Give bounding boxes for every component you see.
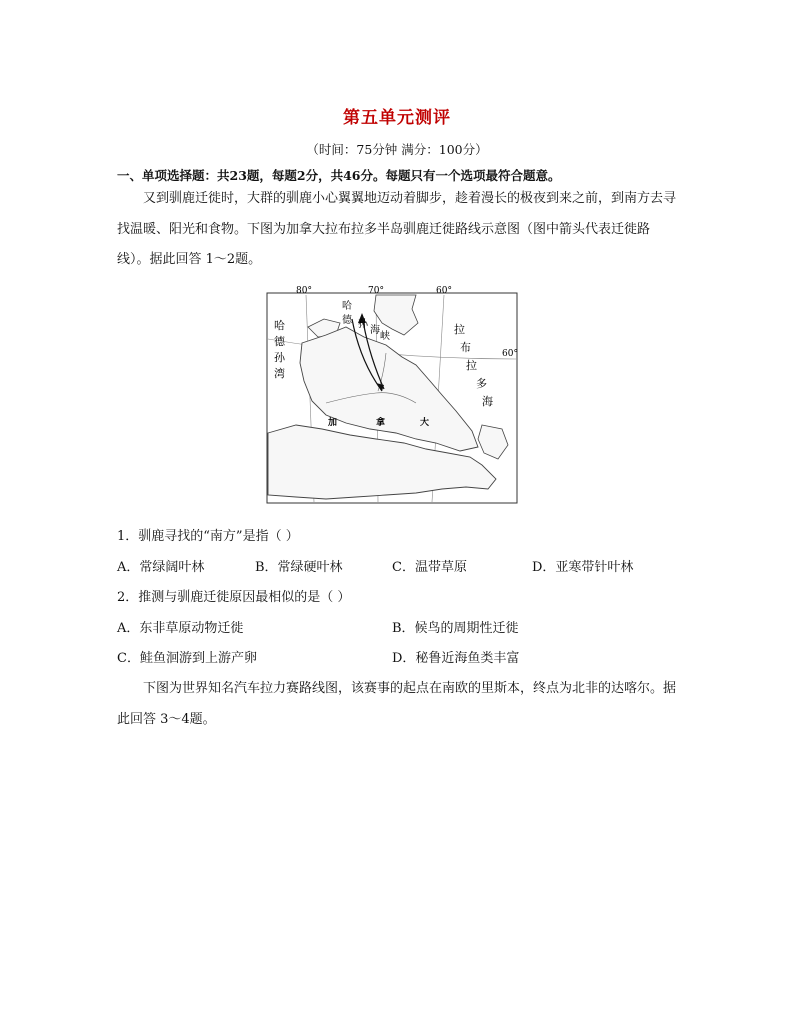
map-label: 哈 [274, 319, 285, 332]
question-2-stem: 2．推测与驯鹿迁徙原因最相似的是（ ） [117, 590, 351, 605]
question-1-stem: 1．驯鹿寻找的“南方”是指（ ） [117, 529, 299, 544]
map-label: 峡 [380, 331, 390, 342]
q1-option-d: D．亚寒带针叶林 [532, 560, 634, 575]
map-label: 大 [420, 418, 430, 428]
map-label: 海 [370, 325, 380, 336]
map-label: 德 [274, 335, 285, 348]
map-label: 拉 [466, 359, 477, 372]
map-label: 布 [460, 341, 471, 354]
lon-label: 60° [436, 286, 452, 296]
q1-option-b: B．常绿硬叶林 [255, 560, 343, 575]
passage-2: 下图为世界知名汽车拉力赛路线图，该赛事的起点在南欧的里斯本，终点为北非的达喀尔。据此回答 3～4题。 [117, 681, 677, 727]
map-label: 海 [482, 395, 493, 408]
lon-label: 80° [296, 286, 312, 296]
exam-info: （时间：75分钟 满分：100分） [306, 142, 488, 157]
lat-label: 60° [502, 349, 518, 359]
map-label: 哈 [342, 301, 352, 312]
q2-option-b: B．候鸟的周期性迁徙 [392, 621, 519, 636]
q2-option-a: A．东非草原动物迁徙 [117, 621, 244, 636]
map-label: 孙 [274, 351, 285, 364]
lon-label: 70° [368, 286, 384, 296]
map-label: 湾 [274, 367, 285, 380]
map-label: 拿 [376, 418, 386, 428]
page-title: 第五单元测评 [343, 108, 451, 128]
q2-option-c: C．鲑鱼洄游到上游产卵 [117, 651, 257, 666]
map-label: 孙 [358, 319, 368, 330]
map-label: 加 [328, 418, 338, 428]
q1-option-a: A．常绿阔叶林 [117, 560, 205, 575]
section-heading: 一、单项选择题：共23题，每题2分，共46分。每题只有一个选项最符合题意。 [117, 168, 561, 183]
q1-option-c: C．温带草原 [392, 560, 467, 575]
map-label: 德 [342, 315, 352, 326]
q2-option-d: D．秘鲁近海鱼类丰富 [392, 651, 520, 666]
passage-1: 又到驯鹿迁徙时，大群的驯鹿小心翼翼地迈动着脚步，趁着漫长的极夜到来之前，到南方去寻找温暖、阳光和食物。下图为加拿大拉布拉多半岛驯鹿迁徙路线示意图（图中箭头代表迁徙路线）。据此回答 1～2题。 [117, 191, 677, 267]
caribou-migration-map [266, 283, 518, 505]
map-label: 多 [476, 377, 487, 390]
map-label: 拉 [454, 323, 465, 336]
